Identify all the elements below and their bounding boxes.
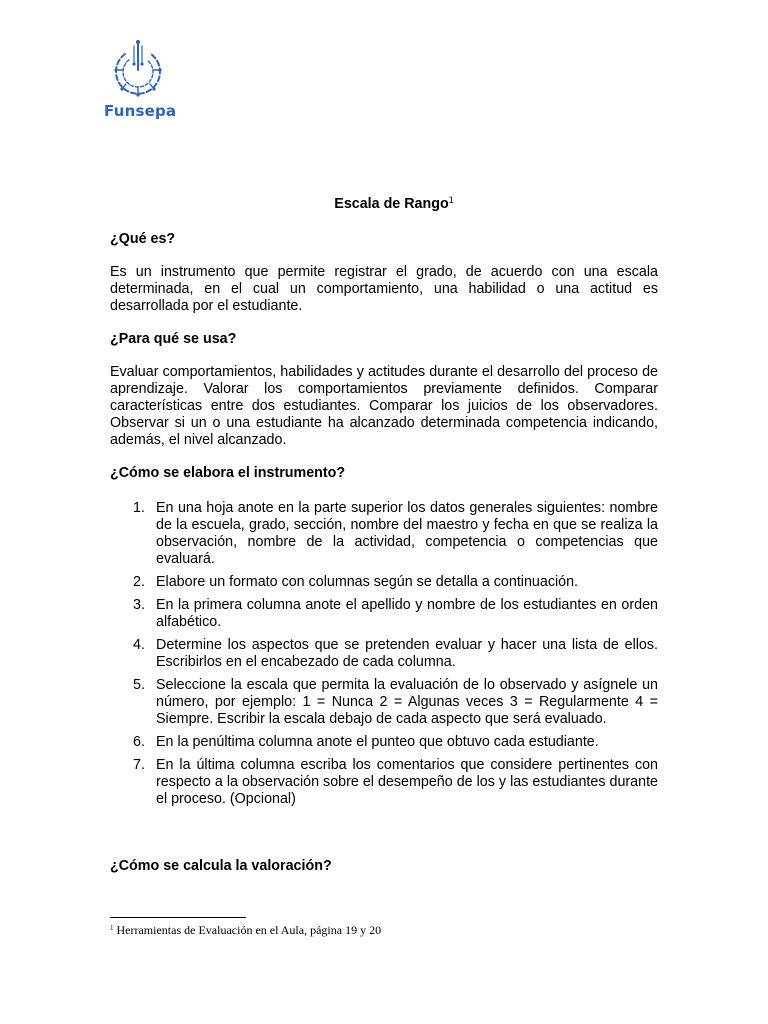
footnote-separator bbox=[110, 917, 246, 918]
funsepa-logo bbox=[104, 40, 177, 122]
list-number: 4. bbox=[133, 637, 145, 653]
list-number: 5. bbox=[133, 677, 145, 693]
list-item-text: Determine los aspectos que se pretenden evaluar y hacer una lista de ellos. Escribirlos en el encabezado de cada columna. bbox=[156, 637, 658, 670]
list-item bbox=[110, 597, 658, 631]
list-item-text: Seleccione la escala que permita la evaluación de lo observado y asígnele un número, por ejemplo: 1 = Nunca 2 = Algunas veces 3 = Regularmente 4 = Siempre. Escribir la escala debajo de cada aspecto que será evaluado. bbox=[156, 677, 658, 727]
list-number: 1. bbox=[133, 500, 145, 516]
list-item bbox=[110, 574, 658, 591]
list-item-text: En una hoja anote en la parte superior los datos generales siguientes: nombre de la escuela, grado, sección, nombre del maestro y fecha en que se realiza la observación, nombre de la actividad, competencia o competencias que evaluará. bbox=[156, 500, 658, 567]
list-number: 7. bbox=[133, 757, 145, 773]
heading-como-se-elabora: ¿Cómo se elabora el instrumento? bbox=[110, 465, 346, 481]
footnote-text: Herramientas de Evaluación en el Aula, página 19 y 20 bbox=[116, 923, 382, 937]
paragraph-para-que: Evaluar comportamientos, habilidades y actitudes durante el desarrollo del proceso de aprendizaje. Valorar los comportamientos previamente definidos. Comparar características entre dos estudiantes. Comparar los juicios de los observadores. Observar si un o una estudiante ha alcanzado determinada competencia indicando, además, el nivel alcanzado. bbox=[110, 364, 658, 448]
paragraph-que-es: Es un instrumento que permite registrar el grado, de acuerdo con una escala determinada, en el cual un comportamiento, una habilidad o una actitud es desarrollada por el estudiante. bbox=[110, 264, 658, 314]
footnote bbox=[110, 923, 381, 938]
steps-list bbox=[110, 500, 658, 808]
list-item bbox=[110, 677, 658, 728]
list-item bbox=[110, 734, 658, 751]
list-item-text: En la penúltima columna anote el punteo que obtuvo cada estudiante. bbox=[156, 734, 599, 750]
list-item bbox=[110, 757, 658, 808]
document-body bbox=[110, 196, 658, 875]
heading-como-se-calcula: ¿Cómo se calcula la valoración? bbox=[110, 858, 332, 874]
list-number: 3. bbox=[133, 597, 145, 613]
document-title bbox=[110, 196, 658, 213]
power-button-circuit-icon bbox=[106, 40, 170, 102]
brand-name: Funsepa bbox=[104, 102, 177, 120]
title-text: Escala de Rango bbox=[334, 196, 449, 212]
list-item-text: En la primera columna anote el apellido y nombre de los estudiantes en orden alfabético. bbox=[156, 597, 658, 630]
list-item bbox=[110, 500, 658, 568]
list-item-text: Elabore un formato con columnas según se detalla a continuación. bbox=[156, 574, 579, 590]
footnote-reference: 1 bbox=[448, 195, 454, 205]
footnote-mark: 1 bbox=[110, 924, 114, 932]
list-item-text: En la última columna escriba los comentarios que considere pertinentes con respecto a la observación sobre el desempeño de los y las estudiantes durante el proceso. (Opcional) bbox=[156, 757, 658, 807]
list-item bbox=[110, 637, 658, 671]
heading-para-que: ¿Para qué se usa? bbox=[110, 331, 237, 347]
heading-que-es: ¿Qué es? bbox=[110, 231, 176, 247]
list-number: 2. bbox=[133, 574, 145, 590]
list-number: 6. bbox=[133, 734, 145, 750]
